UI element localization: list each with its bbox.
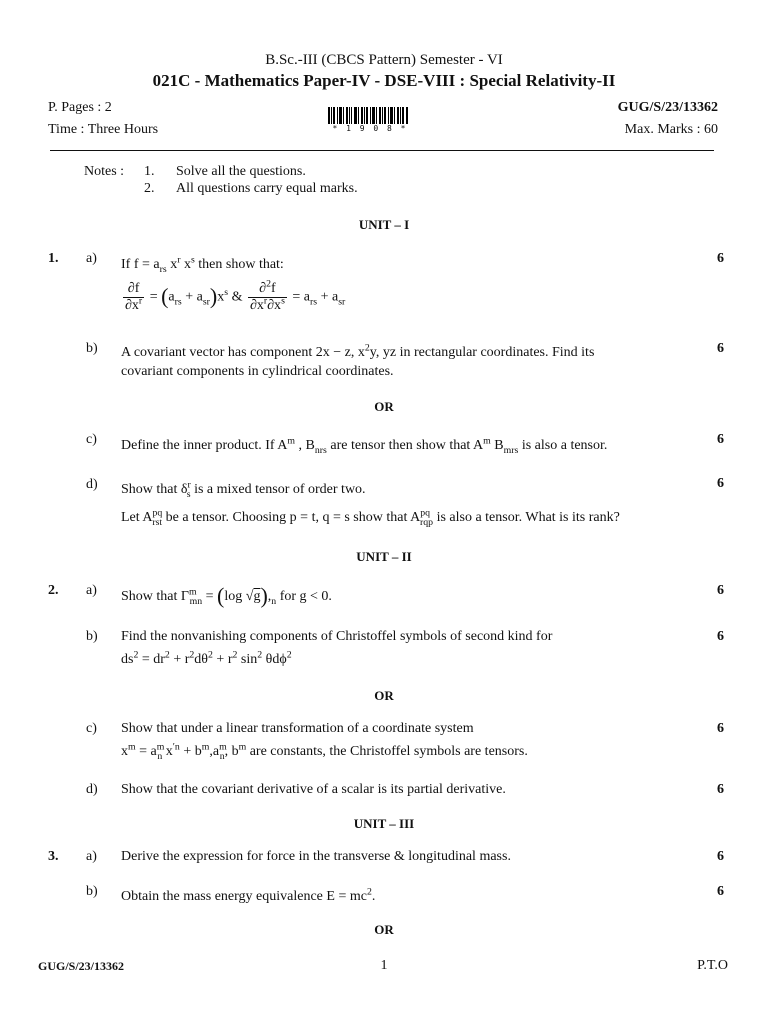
course-line: B.Sc.-III (CBCS Pattern) Semester - VI: [265, 52, 503, 68]
equation: $x^m = a^m_n$ $x^{'n} + b^m,a^m_n$, $b^m$ are constants, the Christoffel symbols are tensors.: [121, 741, 528, 762]
marks: 6: [717, 629, 724, 644]
question-text: Show that $\delta^r_s$ is a mixed tensor of order two.: [121, 479, 366, 500]
question-text: If $f = a_{rs}$ $x^r$ $x^s$ then show that:: [121, 254, 284, 275]
marks: 6: [717, 432, 724, 447]
or-divider: OR: [374, 399, 394, 414]
marks: 6: [717, 476, 724, 491]
marks: 6: [717, 884, 724, 899]
barcode: [328, 107, 408, 124]
or-divider: OR: [374, 688, 394, 703]
notes-label: Notes :: [84, 164, 125, 179]
exam-time: Time : Three Hours: [48, 122, 159, 137]
unit-heading: UNIT – I: [358, 217, 410, 232]
page-number: 1: [380, 958, 388, 973]
question-number: 3.: [48, 849, 59, 864]
question-text: Define the inner product. If $A^m$ , $B_{nrs}$ are tensor then show that $A^m$ $B_{mrs}$ is also a tensor.: [121, 435, 608, 456]
note-number: 1.: [144, 164, 155, 179]
paper-code: GUG/S/23/13362: [617, 100, 718, 115]
marks: 6: [717, 782, 724, 797]
footer-code: GUG/S/23/13362: [38, 959, 125, 973]
question-text: Show that under a linear transformation of a coordinate system: [121, 721, 474, 736]
or-divider: OR: [374, 922, 394, 937]
part-label: b): [86, 341, 98, 356]
marks: 6: [717, 251, 724, 266]
note-number: 2.: [144, 181, 155, 196]
part-label: b): [86, 884, 98, 899]
question-text: Show that the covariant derivative of a scalar is its partial derivative.: [121, 782, 506, 797]
note-text: All questions carry equal marks.: [176, 181, 358, 196]
question-text: Derive the expression for force in the transverse & longitudinal mass.: [121, 849, 511, 864]
question-text: Find the nonvanishing components of Christoffel symbols of second kind for: [121, 629, 553, 644]
part-label: c): [86, 432, 97, 447]
part-label: d): [86, 782, 98, 797]
paper-title: 021C - Mathematics Paper-IV - DSE-VIII : Special Relativity-II: [152, 71, 616, 90]
question-text: Let $A^{pq}_{rst}$ be a tensor. Choosing p = t, q = s show that $A^{pq}_{rqp}$ is also a tensor. What is its rank?: [121, 507, 620, 528]
part-label: c): [86, 721, 97, 736]
part-label: a): [86, 849, 97, 864]
marks: 6: [717, 583, 724, 598]
equation: $ds^2 = dr^2 + r^2d\theta^2 + r^2$ $\sin^2 \theta d\phi^2$: [121, 649, 292, 667]
equation: $\frac{\partial f}{\partial x^r}$ = $(a_{rs} + a_{sr})x^s$ & $\frac{\partial^2f}{\partial x^r\partial x^s}$ = $a_{rs} + a_{sr}$: [125, 278, 346, 313]
unit-heading: UNIT – II: [356, 549, 412, 564]
question-text: A covariant vector has component 2x − z, $x^2y$, yz in rectangular coordinates. Find its: [121, 342, 595, 360]
question-text: Obtain the mass energy equivalence $E = mc^2$.: [121, 886, 376, 904]
note-text: Solve all the questions.: [176, 164, 306, 179]
question-text: Show that $\Gamma^m_{mn} = (\log$ $√g),_n$ for g < 0.: [121, 583, 332, 608]
max-marks: Max. Marks : 60: [624, 122, 718, 137]
part-label: d): [86, 477, 98, 492]
part-label: b): [86, 629, 98, 644]
marks: 6: [717, 721, 724, 736]
page-count: P. Pages : 2: [48, 100, 112, 115]
question-number: 2.: [48, 583, 59, 598]
barcode-number: * 1 9 0 8 *: [332, 124, 408, 133]
question-text: covariant components in cylindrical coordinates.: [121, 364, 394, 379]
pto-label: P.T.O: [697, 958, 728, 973]
part-label: a): [86, 251, 97, 266]
unit-heading: UNIT – III: [353, 816, 415, 831]
question-number: 1.: [48, 251, 59, 266]
part-label: a): [86, 583, 97, 598]
marks: 6: [717, 341, 724, 356]
marks: 6: [717, 849, 724, 864]
header-divider: [50, 150, 714, 151]
